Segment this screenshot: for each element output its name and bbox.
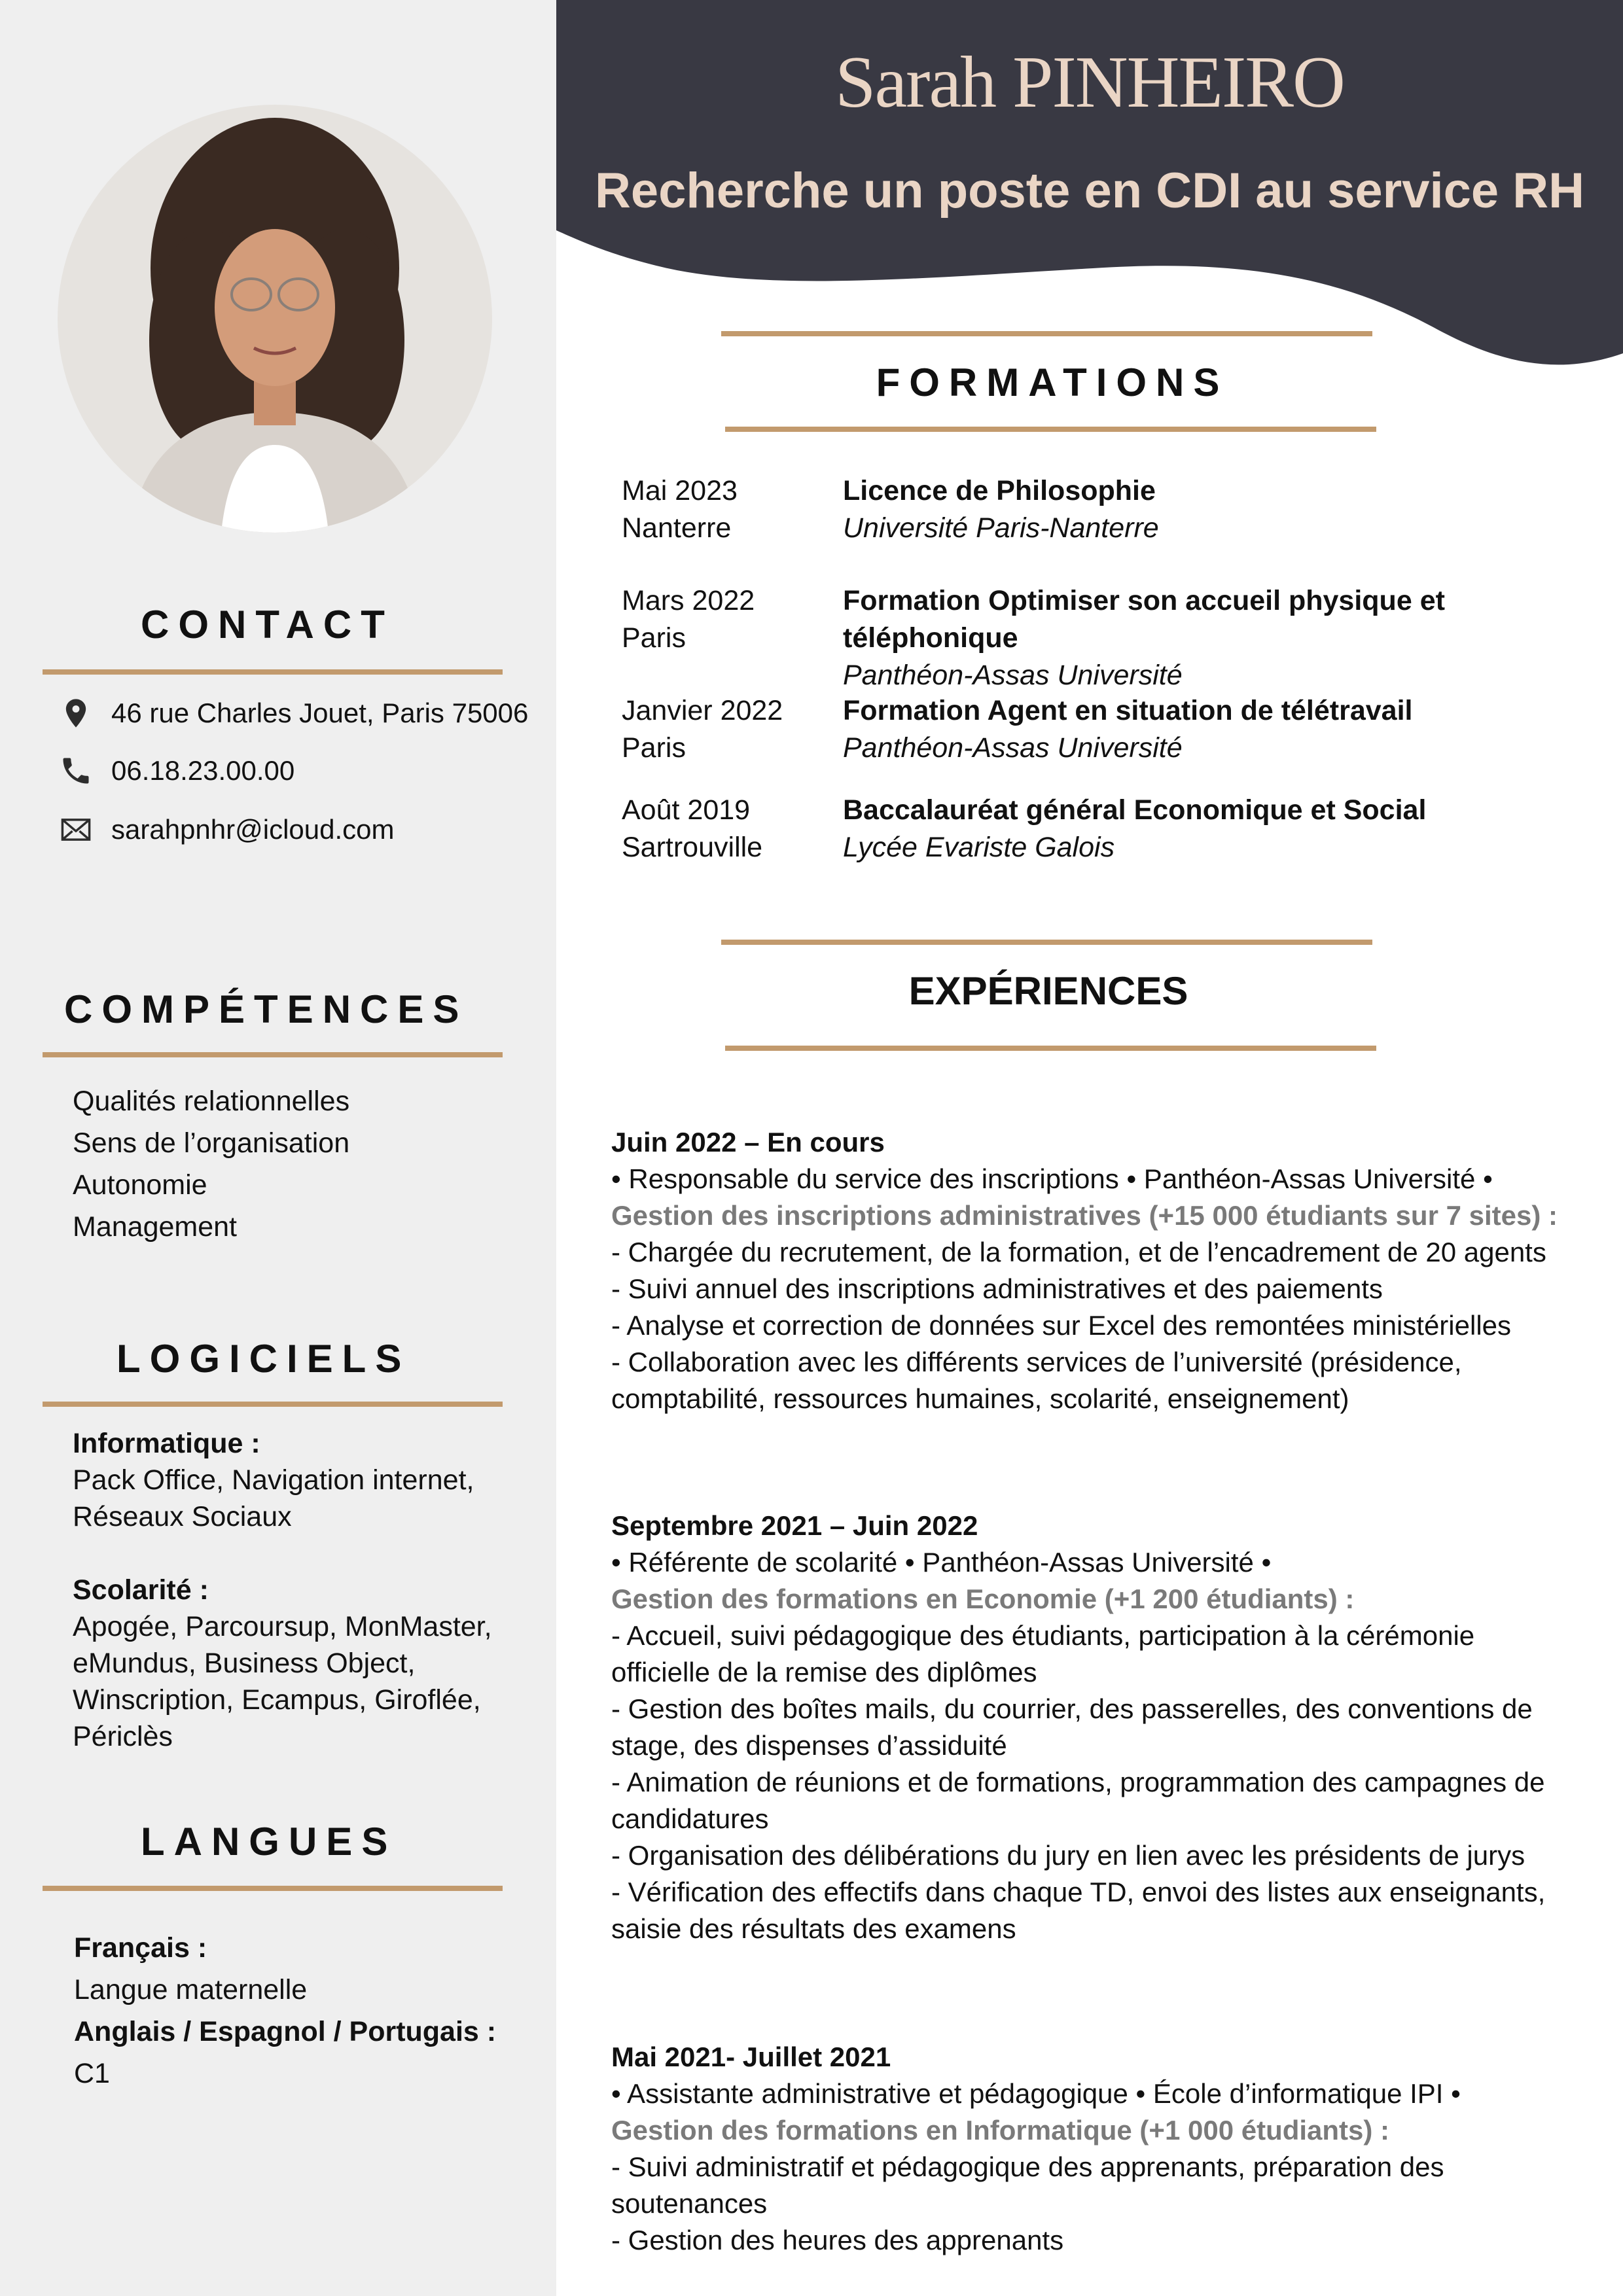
scolarite-line: Winscription, Ecampus, Giroflée, — [73, 1684, 481, 1716]
formation-date — [622, 582, 755, 657]
formation-date-text: Août 2019 — [622, 794, 751, 826]
experience-role: • Responsable du service des inscriptions • Panthéon-Assas Université • — [611, 1163, 1493, 1194]
contact-phone — [59, 751, 294, 790]
formation-date-text: Mars 2022 — [622, 585, 755, 616]
phone-icon — [59, 754, 93, 788]
formation-date-text: Janvier 2022 — [622, 695, 783, 726]
envelope-icon — [59, 813, 93, 847]
formation-school: Panthéon-Assas Université — [843, 732, 1183, 764]
experience-role: • Assistante administrative et pédagogique • École d’informatique IPI • — [611, 2078, 1461, 2109]
formation-detail — [843, 792, 1426, 866]
formation-detail — [843, 472, 1159, 547]
contact-address — [59, 694, 528, 733]
experience-line: stage, des dispenses d’assiduité — [611, 1730, 1007, 1761]
formation-place-text: Sartrouville — [622, 832, 763, 863]
formation-detail — [843, 582, 1623, 694]
autres-langues-value: C1 — [74, 2058, 110, 2089]
experience-line: - Chargée du recrutement, de la formation, et de l’encadrement de 20 agents — [611, 1237, 1546, 1267]
informatique-line: Réseaux Sociaux — [73, 1501, 292, 1532]
langues-divider — [43, 1886, 503, 1891]
autres-langues-label: Anglais / Espagnol / Portugais : — [74, 2016, 497, 2047]
langues-heading: LANGUES — [141, 1820, 397, 1863]
candidate-objective: Recherche un poste en CDI au service RH — [594, 163, 1585, 219]
langues-list — [74, 1927, 496, 2094]
logiciels-scolarite — [73, 1572, 492, 1755]
experience-line: - Gestion des boîtes mails, du courrier, des passerelles, des conventions de — [611, 1693, 1533, 1724]
experience-line: - Collaboration avec les différents services de l’université (présidence, — [611, 1347, 1462, 1377]
francais-label: Français : — [74, 1932, 207, 1964]
experience-line: officielle de la remise des diplômes — [611, 1657, 1037, 1687]
competence-item: Sens de l’organisation — [73, 1127, 350, 1159]
contact-divider — [43, 669, 503, 675]
experiences-heading: EXPÉRIENCES — [908, 969, 1188, 1013]
formation-school: Lycée Evariste Galois — [843, 832, 1115, 863]
experience-subtitle: Gestion des inscriptions administratives (+15 000 étudiants sur 7 sites) : — [611, 1200, 1558, 1231]
formation-title: Baccalauréat général Economique et Social — [843, 794, 1427, 826]
map-pin-icon — [59, 696, 93, 730]
experience-entry — [611, 1508, 1573, 1947]
competences-divider — [43, 1052, 503, 1057]
scolarite-line: Apogée, Parcoursup, MonMaster, — [73, 1611, 492, 1642]
competence-item: Autonomie — [73, 1169, 207, 1201]
experiences-bottom-divider — [725, 1046, 1376, 1051]
experience-line: - Suivi annuel des inscriptions administratives et des paiements — [611, 1273, 1383, 1304]
experience-line: saisie des résultats des examens — [611, 1913, 1016, 1944]
experience-line: - Analyse et correction de données sur Excel des remontées ministérielles — [611, 1310, 1512, 1341]
experience-line: - Animation de réunions et de formations, programmation des campagnes de — [611, 1767, 1545, 1797]
formation-date — [622, 692, 783, 767]
candidate-name: Sarah PINHEIRO — [835, 42, 1344, 123]
scolarite-line: Périclès — [73, 1721, 173, 1752]
formations-top-divider — [721, 331, 1372, 336]
experience-subtitle: Gestion des formations en Informatique (+1 000 étudiants) : — [611, 2115, 1390, 2146]
francais-value: Langue maternelle — [74, 1974, 308, 2005]
experience-line: soutenances — [611, 2188, 768, 2219]
formation-school: Université Paris-Nanterre — [843, 512, 1159, 544]
experience-date: Septembre 2021 – Juin 2022 — [611, 1510, 978, 1541]
formation-place-text: Paris — [622, 622, 686, 654]
competences-list — [73, 1080, 349, 1248]
contact-email — [59, 810, 395, 849]
formation-place-text: Nanterre — [622, 512, 732, 544]
competence-item: Management — [73, 1211, 237, 1243]
formation-detail — [843, 692, 1412, 767]
logiciels-informatique — [73, 1425, 474, 1535]
competences-heading: COMPÉTENCES — [64, 987, 469, 1031]
experience-line: - Accueil, suivi pédagogique des étudiants, participation à la cérémonie — [611, 1620, 1475, 1651]
experience-entry — [611, 2039, 1573, 2259]
formation-date — [622, 472, 738, 547]
experience-line: - Organisation des délibérations du jury en lien avec les présidents de jurys — [611, 1840, 1525, 1871]
experience-role: • Référente de scolarité • Panthéon-Assas Université • — [611, 1547, 1272, 1578]
formation-title: Formation Agent en situation de télétravail — [843, 695, 1413, 726]
experiences-top-divider — [721, 940, 1372, 945]
experience-line: - Suivi administratif et pédagogique des apprenants, préparation des — [611, 2151, 1444, 2182]
phone-text: 06.18.23.00.00 — [111, 755, 295, 786]
experience-line: - Gestion des heures des apprenants — [611, 2225, 1064, 2255]
formations-bottom-divider — [725, 427, 1376, 432]
experience-entry — [611, 1124, 1573, 1417]
logiciels-heading: LOGICIELS — [116, 1337, 411, 1381]
formation-title: Licence de Philosophie — [843, 475, 1156, 506]
formation-title: Formation Optimiser son accueil physique et téléphonique — [843, 585, 1445, 654]
competence-item: Qualités relationnelles — [73, 1086, 350, 1117]
scolarite-label: Scolarité : — [73, 1574, 209, 1606]
experience-date: Juin 2022 – En cours — [611, 1127, 885, 1157]
informatique-label: Informatique : — [73, 1428, 260, 1459]
experience-line: - Vérification des effectifs dans chaque TD, envoi des listes aux enseignants, — [611, 1877, 1546, 1907]
experience-subtitle: Gestion des formations en Economie (+1 200 étudiants) : — [611, 1583, 1355, 1614]
logiciels-divider — [43, 1402, 503, 1407]
experience-date: Mai 2021- Juillet 2021 — [611, 2041, 891, 2072]
formation-date-text: Mai 2023 — [622, 475, 738, 506]
profile-photo — [58, 105, 492, 533]
informatique-line: Pack Office, Navigation internet, — [73, 1464, 474, 1496]
email-text: sarahpnhr@icloud.com — [111, 814, 395, 845]
formation-place-text: Paris — [622, 732, 686, 764]
contact-heading: CONTACT — [141, 603, 394, 646]
address-text: 46 rue Charles Jouet, Paris 75006 — [111, 698, 529, 728]
experience-line: candidatures — [611, 1803, 769, 1834]
formation-date — [622, 792, 762, 866]
formation-school: Panthéon-Assas Université — [843, 660, 1183, 691]
experience-line: comptabilité, ressources humaines, scolarité, enseignement) — [611, 1383, 1349, 1414]
formations-heading: FORMATIONS — [876, 361, 1229, 404]
scolarite-line: eMundus, Business Object, — [73, 1648, 416, 1679]
